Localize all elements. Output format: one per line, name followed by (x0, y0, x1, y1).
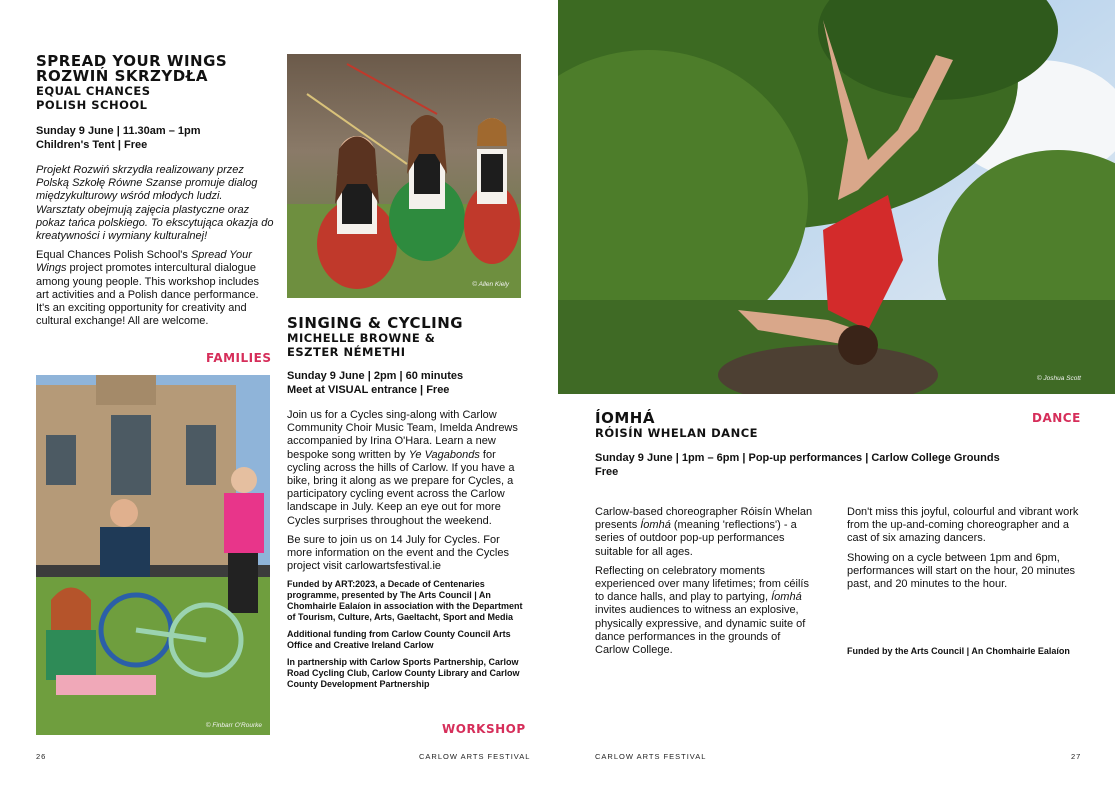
description-para2: Be sure to join us on 14 July for Cycles. For more information on the event and the Cycles project visit carlowartsfestival.ie (287, 533, 509, 573)
footer-title-left: CARLOW ARTS FESTIVAL (419, 752, 531, 761)
event-meta-price: Free (595, 466, 619, 478)
funding-note-2: Additional funding from Carlow County Council Arts Office and Creative Ireland Carlow (287, 629, 511, 651)
event-title: SINGING & CYCLING (287, 314, 464, 332)
event-org-line1: EQUAL CHANCES (36, 84, 151, 98)
page-number-right: 27 (1071, 752, 1082, 761)
event-artist: RÓISÍN WHELAN DANCE (595, 426, 758, 440)
event-iomha (595, 411, 1075, 479)
event-title-pl: ROZWIŃ SKRZYDŁA (36, 67, 208, 85)
event-meta-venue: Children's Tent | Free (36, 139, 148, 151)
event-meta-details: Sunday 9 June | 1pm – 6pm | Pop-up performances | Carlow College Grounds (595, 452, 1000, 464)
event-artist-line1: MICHELLE BROWNE & (287, 331, 436, 345)
page-number-left: 26 (36, 752, 47, 761)
photo-dancer (558, 0, 1115, 394)
english-description: Equal Chances Polish School's Spread Your Wings project promotes intercultural dialogue among young people. This workshop includes art activities and a Polish dance performance. It's an exciting opportunity for creativity and cultural exchange! All are welcome. (36, 249, 259, 328)
tag-families: FAMILIES (206, 351, 272, 365)
description-para3: Don't miss this joyful, colourful and vibrant work from the up-and-coming choreographer and a cast of six amazing dancers. (847, 506, 1079, 545)
funding-note-3: In partnership with Carlow Sports Partnership, Carlow Road Cycling Club, Carlow County Library and Carlow County Development Partnership (287, 657, 520, 690)
tag-dance: DANCE (1032, 411, 1081, 425)
photo-credit: © Finbarr O'Rourke (205, 722, 262, 729)
description-column-1 (595, 506, 815, 663)
event-org-line2: POLISH SCHOOL (36, 98, 148, 112)
photo-credit: © Joshua Scott (1036, 375, 1081, 382)
photo-credit: © Allen Kiely (472, 281, 509, 288)
event-title-en: SPREAD YOUR WINGS (36, 52, 228, 70)
photo-polish-dancers (287, 54, 521, 298)
description-column-2 (847, 506, 1082, 597)
event-meta-venue: Meet at VISUAL entrance | Free (287, 384, 450, 396)
event-singing-cycling (287, 316, 523, 696)
description-para1: Join us for a Cycles sing-along with Carlow Community Choir Music Team, Imelda Andrews accompanied by Irina O'Hara. Learn a new bespoke song written by Ye Vagabonds for cycling across the hills of Carlow. If you have a bike, bring it along as we prepare for Cycles, a participatory cycling event across the Carlow landscape in July. Keep an eye out for more Cycles surprises throughout the weekend. (287, 409, 518, 527)
event-meta-time: Sunday 9 June | 11.30am – 1pm (36, 125, 201, 137)
description-para1: Carlow-based choreographer Róisín Whelan presents Íomhá (meaning 'reflections') - a series of outdoor pop-up performances suitable for all ages. (595, 506, 813, 558)
event-artist-line2: ESZTER NÉMETHI (287, 345, 406, 359)
event-meta-time: Sunday 9 June | 2pm | 60 minutes (287, 370, 464, 382)
description-para2: Reflecting on celebratory moments experienced over many lifetimes; from céilís to dance halls, and play to partying, Íomhá invites audiences to witness an explosive, physically expressive, and dynamic suite of dance performances in the grounds of Carlow College. (595, 564, 809, 657)
photo-cyclists (36, 375, 270, 735)
tag-workshop: WORKSHOP (442, 722, 526, 736)
polish-description: Projekt Rozwiń skrzydła realizowany przez Polską Szkołę Równe Szanse promuje dialog międzykulturowy wśród młodych ludzi. Warsztaty obejmują zajęcia plastyczne oraz pokaz tańca polskiego. To ekscytująca okazja do kreatywności i wymiany kulturalnej! (36, 164, 274, 243)
funding-note: Funded by the Arts Council | An Chomhairle Ealaíon (847, 646, 1070, 656)
funding-note-1: Funded by ART:2023, a Decade of Centenaries programme, presented by The Arts Council | An Chomhairle Ealaíon in association with the Department of Tourism, Culture, Arts, Gaeltacht, Sport and Media (287, 579, 523, 623)
event-spread-your-wings (36, 54, 274, 334)
event-title: ÍOMHÁ (595, 409, 655, 427)
footer-title-right: CARLOW ARTS FESTIVAL (595, 752, 707, 761)
description-para4: Showing on a cycle between 1pm and 6pm, performances will start on the hour, 20 minutes past, and 20 minutes to the hour. (847, 551, 1076, 591)
